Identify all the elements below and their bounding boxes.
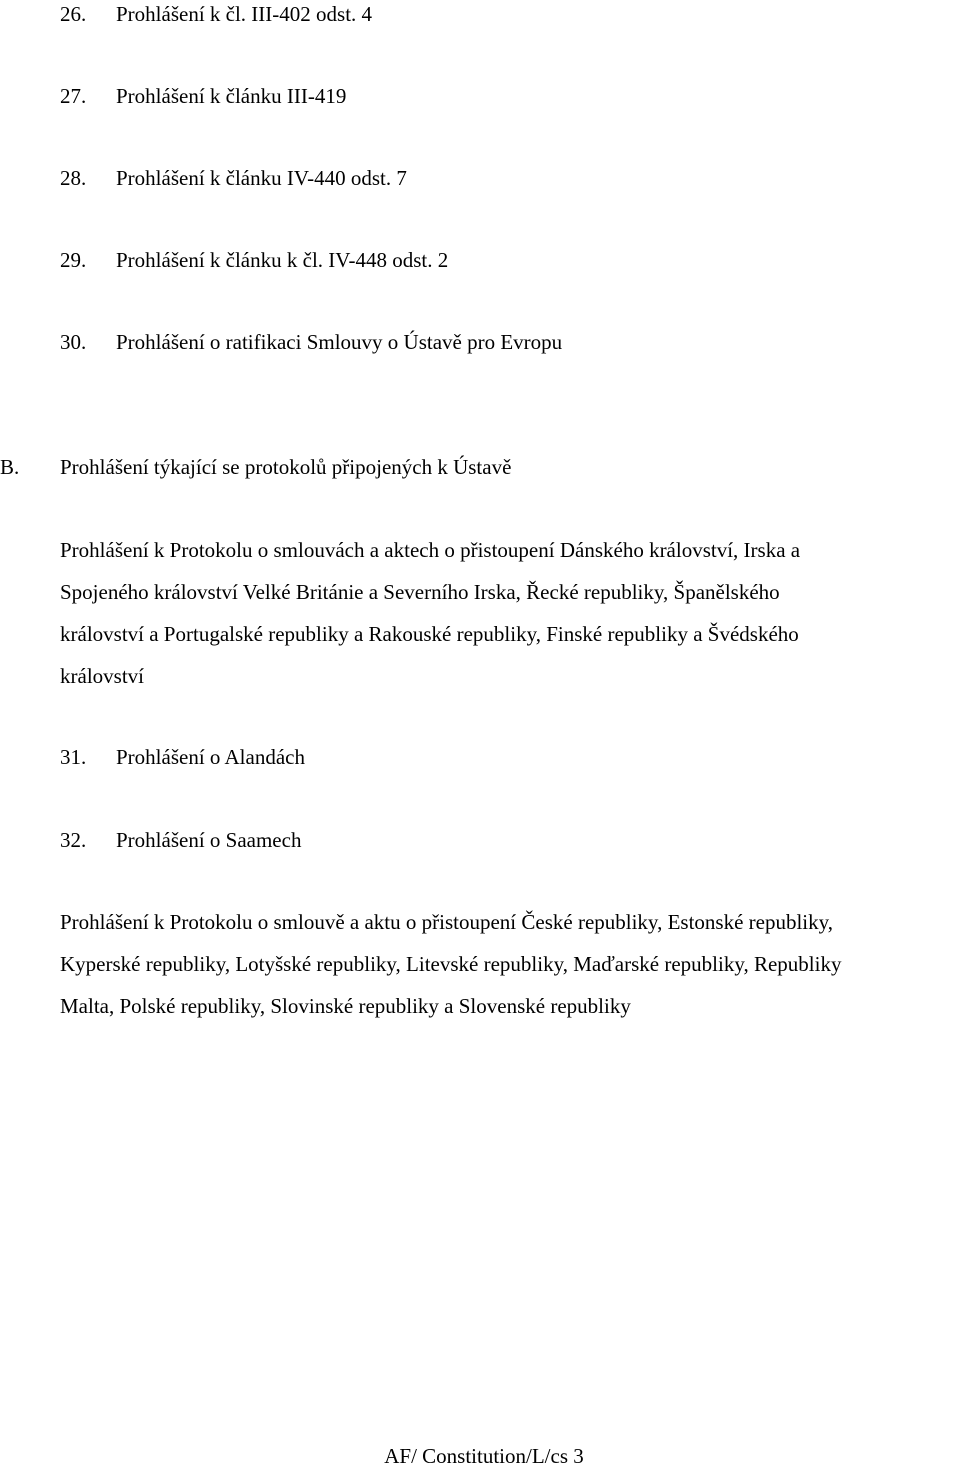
item-text: Prohlášení k článku III-419 bbox=[116, 84, 347, 108]
item-number: 30. bbox=[60, 330, 87, 354]
item-text: Prohlášení k čl. III-402 odst. 4 bbox=[116, 2, 373, 26]
paragraph-line: království a Portugalské republiky a Rakouské republiky, Finské republiky a Švédského bbox=[60, 622, 799, 646]
item-number: 31. bbox=[60, 745, 87, 769]
item-text: Prohlášení o Alandách bbox=[116, 745, 305, 769]
item-text: Prohlášení o ratifikaci Smlouvy o Ústavě pro Evropu bbox=[116, 330, 563, 354]
paragraph-line: Prohlášení k Protokolu o smlouvě a aktu o přistoupení České republiky, Estonské republiky, bbox=[60, 910, 834, 934]
item-text: Prohlášení k článku IV-440 odst. 7 bbox=[116, 166, 407, 190]
item-number: 27. bbox=[60, 84, 87, 108]
page-footer: AF/ Constitution/L/cs 3 bbox=[384, 1444, 584, 1468]
item-number: 29. bbox=[60, 248, 87, 272]
section-letter: B. bbox=[0, 455, 20, 479]
item-number: 28. bbox=[60, 166, 87, 190]
paragraph-line: Prohlášení k Protokolu o smlouvách a aktech o přistoupení Dánského království, Irska a bbox=[60, 538, 801, 562]
declaration-paragraph bbox=[60, 529, 960, 697]
paragraph-line: Kyperské republiky, Lotyšské republiky, Litevské republiky, Maďarské republiky, Republiky bbox=[60, 952, 842, 976]
paragraph-line: království bbox=[60, 664, 144, 688]
item-number: 32. bbox=[60, 828, 87, 852]
item-text: Prohlášení k článku k čl. IV-448 odst. 2 bbox=[116, 248, 449, 272]
paragraph-line: Malta, Polské republiky, Slovinské republiky a Slovenské republiky bbox=[60, 994, 631, 1018]
section-title: Prohlášení týkající se protokolů připojených k Ústavě bbox=[60, 455, 512, 479]
item-number: 26. bbox=[60, 2, 87, 26]
item-text: Prohlášení o Saamech bbox=[116, 828, 302, 852]
paragraph-line: Spojeného království Velké Británie a Severního Irska, Řecké republiky, Španělského bbox=[60, 580, 780, 604]
declaration-paragraph bbox=[60, 901, 960, 1027]
